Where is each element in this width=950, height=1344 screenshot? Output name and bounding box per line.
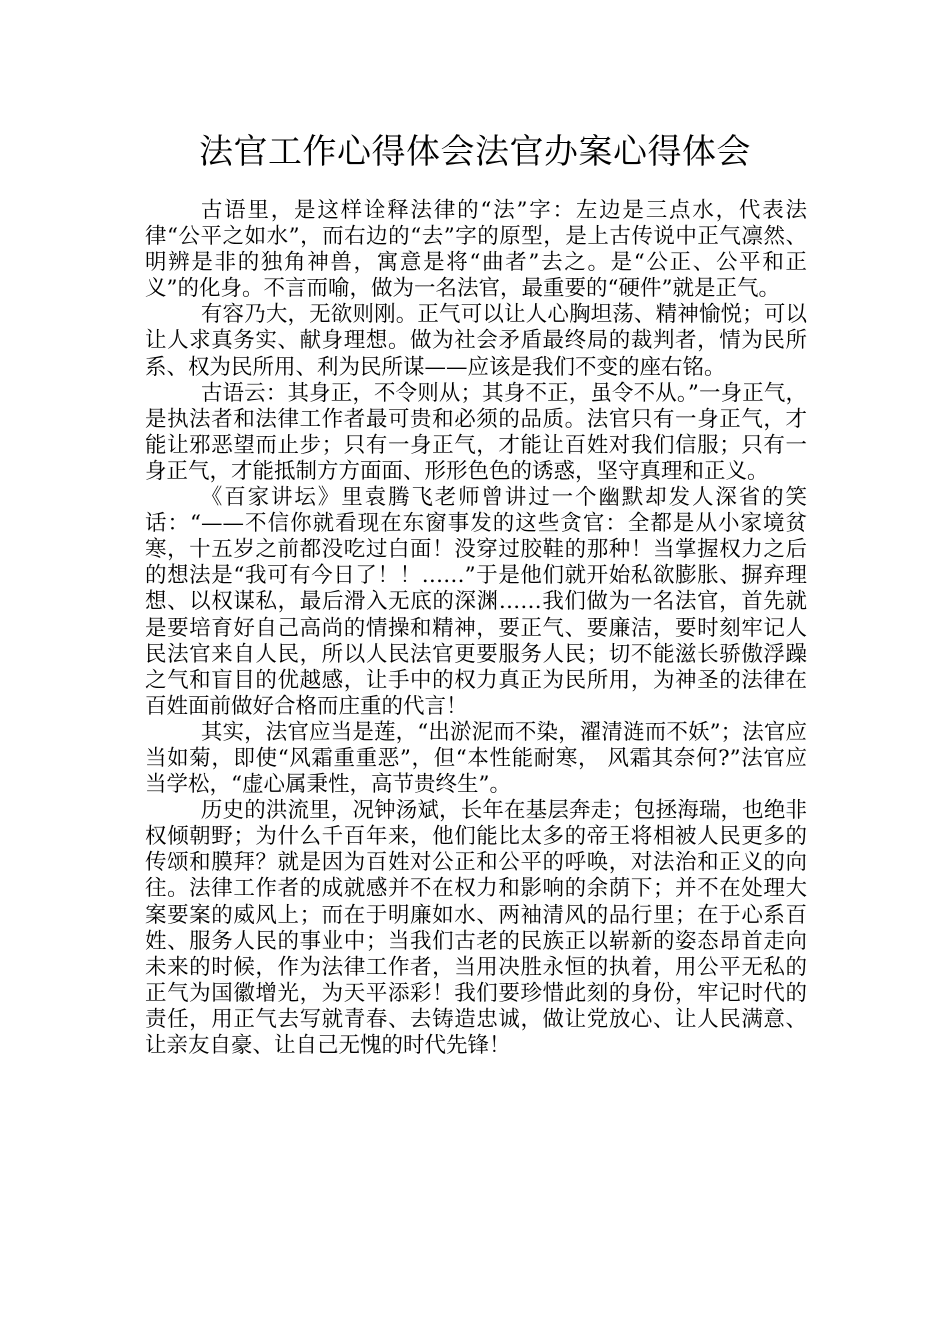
paragraph: 历史的洪流里，况钟汤斌，长年在基层奔走；包拯海瑞，也绝非权倾朝野；为什么千百年来，他们能比太多的帝王将相被人民更多的传颂和膜拜？就是因为百姓对公正和公平的呼唤，对法治和正义的向往。法律工作者的成就感并不在权力和影响的余荫下；并不在处理大案要案的威风上；而在于明廉如水、两袖清风的品行里；在于心系百姓、服务人民的事业中；当我们古老的民族正以崭新的姿态昂首走向未来的时候，作为法律工作者，当用决胜永恒的执着，用公平无私的正气为国徽增光，为天平添彩！我们要珍惜此刻的身份，牢记时代的责任，用正气去写就青春、去铸造忠诚，做让党放心、让人民满意、让亲友自豪、让自己无愧的时代先锋！ (145, 798, 807, 1058)
paragraph: 有容乃大，无欲则刚。正气可以让人心胸坦荡、精神愉悦；可以让人求真务实、献身理想。做为社会矛盾最终局的裁判者，情为民所系、权为民所用、利为民所谋——应该是我们不变的座右铭。 (145, 302, 807, 380)
paragraph: 其实，法官应当是莲，“出淤泥而不染，濯清涟而不妖”；法官应当如菊，即使“风霜重重恶”，但“本性能耐寒， 风霜其奈何?”法官应当学松，“虚心属秉性，高节贵终生”。 (145, 719, 807, 798)
paragraph: 古语里，是这样诠释法律的“法”字：左边是三点水，代表法律“公平之如水”，而右边的“去”字的原型，是上古传说中正气凛然、明辨是非的独角神兽，寓意是将“曲者”去之。是“公正、公平和正义”的化身。不言而喻，做为一名法官，最重要的“硬件”就是正气。 (145, 198, 807, 302)
paragraph: 古语云：其身正，不令则从；其身不正，虽令不从。”一身正气，是执法者和法律工作者最可贵和必须的品质。法官只有一身正气，才能让邪恶望而止步；只有一身正气，才能让百姓对我们信服；只有一身正气，才能抵制方方面面、形形色色的诱惑，坚守真理和正义。 (145, 380, 807, 484)
paragraph: 《百家讲坛》里袁腾飞老师曾讲过一个幽默却发人深省的笑话：“——不信你就看现在东窗事发的这些贪官：全都是从小家境贫寒，十五岁之前都没吃过白面！没穿过胶鞋的那种！当掌握权力之后的想法是“我可有今日了！！……”于是他们就开始私欲膨胀、摒弃理想、以权谋私，最后滑入无底的深渊……我们做为一名法官，首先就是要培育好自己高尚的情操和精神，要正气、要廉洁，要时刻牢记人民法官来自人民，所以人民法官更要服务人民；切不能滋长骄傲浮躁之气和盲目的优越感，让手中的权力真正为民所用，为神圣的法律在百姓面前做好合格而庄重的代言！ (145, 485, 807, 719)
document-title: 法官工作心得体会法官办案心得体会 (199, 132, 751, 172)
document-body (145, 198, 807, 1059)
